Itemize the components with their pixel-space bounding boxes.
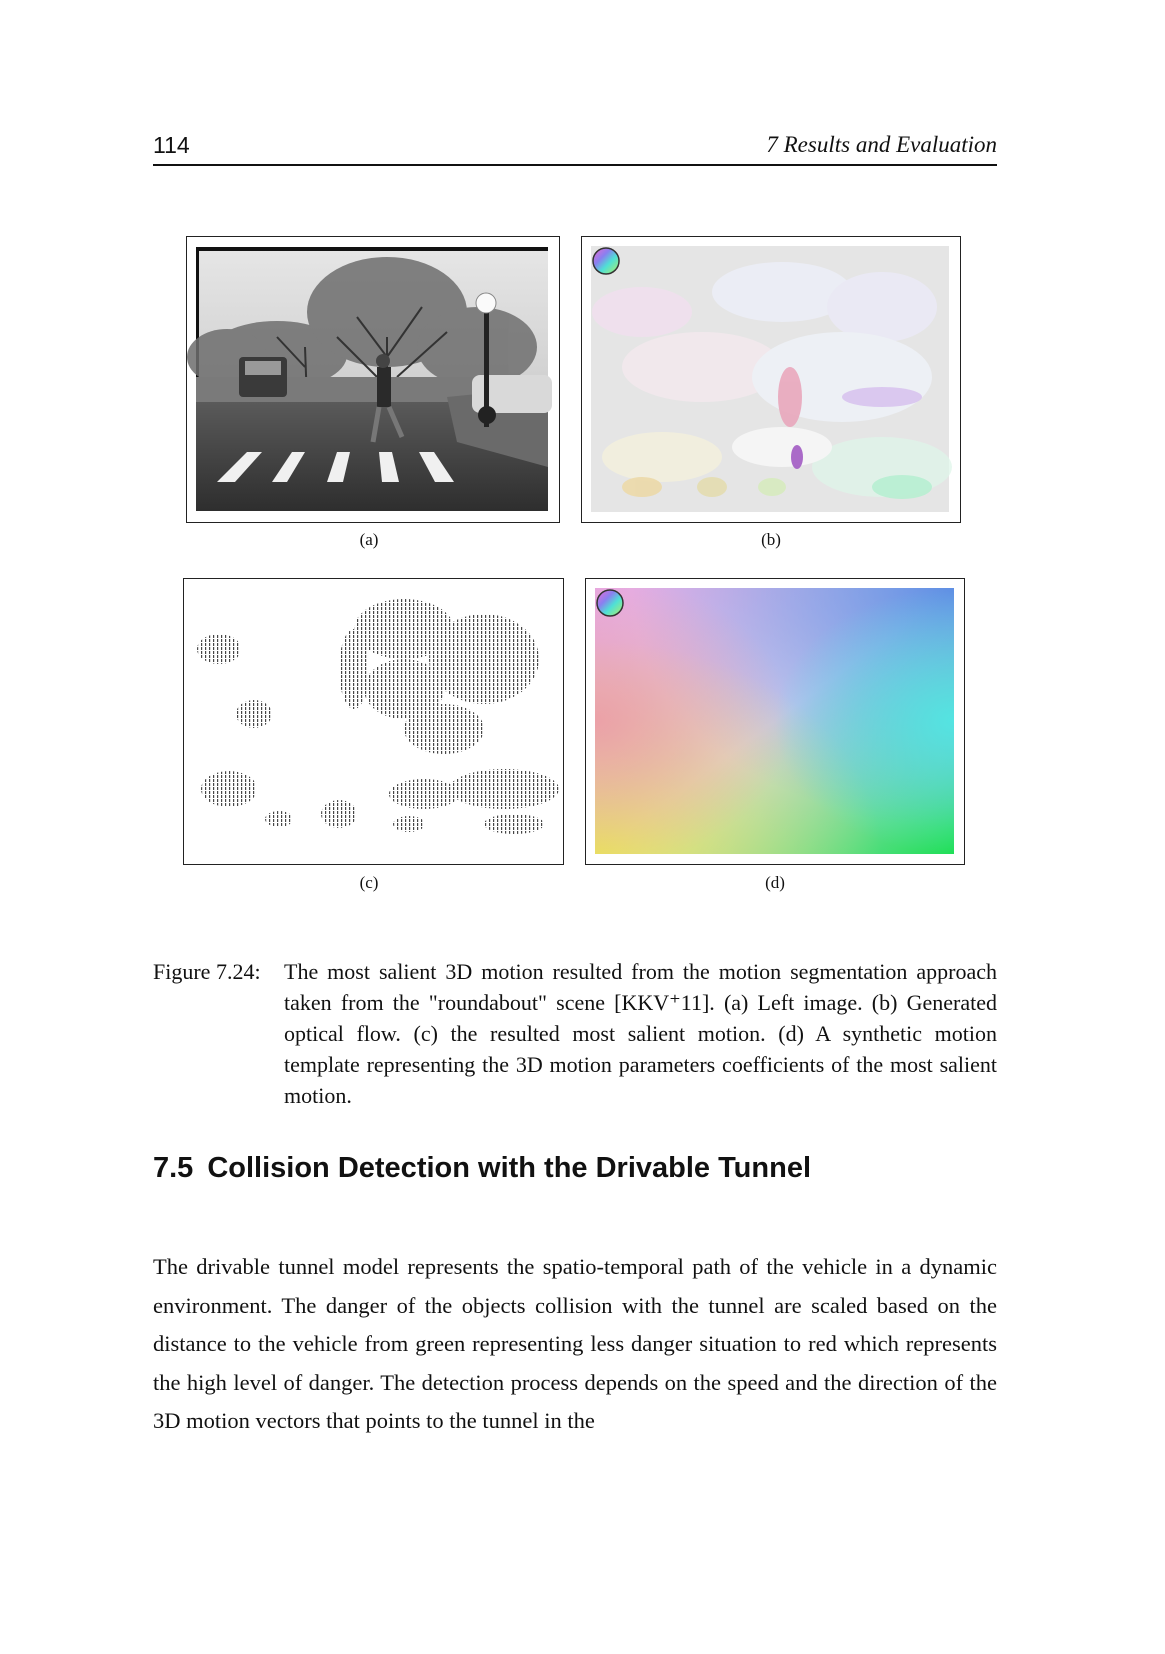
left-camera-image [187, 237, 558, 521]
figure-panel-a [186, 236, 560, 523]
figure-caption-label: Figure 7.24: [153, 959, 261, 984]
optical-flow-image [582, 237, 959, 521]
section-number: 7.5 [153, 1152, 194, 1184]
panel-a-label: (a) [359, 530, 379, 549]
header-rule [153, 164, 997, 166]
panel-b-label: (b) [761, 530, 781, 549]
panel-d-label: (d) [765, 873, 785, 892]
section-title: Collision Detection with the Drivable Tunnel [207, 1152, 812, 1184]
page-number: 114 [153, 132, 190, 158]
panel-c-label: (c) [359, 873, 379, 892]
figure-panel-c [183, 578, 564, 865]
body-paragraph: The drivable tunnel model represents the spatio-temporal path of the vehicle in a dynamic environment. The danger of the objects collision with the tunnel are scaled based on the distance to the vehicle from green representing less danger situation to red which represents the high level of danger. The detection process depends on the speed and the direction of the 3D motion vectors that points to the tunnel in the [153, 1254, 997, 1433]
figure-panel-b [581, 236, 961, 523]
figure-panel-d [585, 578, 965, 865]
synthetic-motion-template [586, 579, 963, 863]
running-header-title: 7 Results and Evaluation [766, 132, 997, 157]
figure-caption [153, 956, 997, 1111]
figure-caption-text: The most salient 3D motion resulted from the motion segmentation approach taken from the "roundabout" scene [KKV⁺11]. (a) Left image. (b) Generated optical flow. (c) the resulted most salient motion. (d) A synthetic motion template representing the 3D motion parameters coefficients of the most salient motion. [284, 959, 997, 1108]
section-heading [153, 1152, 811, 1185]
salient-motion-image [184, 579, 562, 863]
